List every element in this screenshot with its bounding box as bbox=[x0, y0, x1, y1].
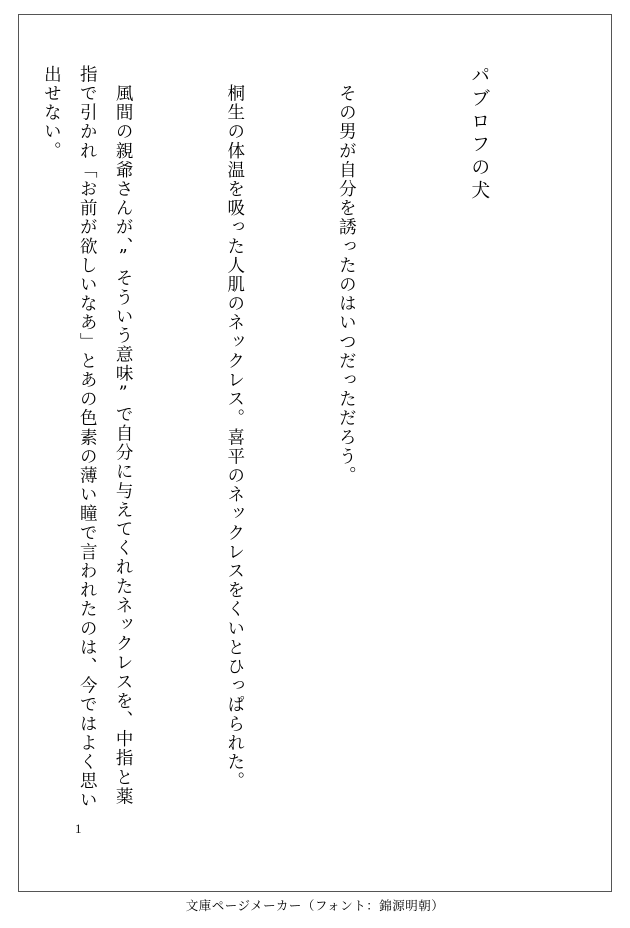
paragraph-2: 桐生の体温を吸った人肌のネックレス。喜平のネックレスをくいとひっぱられた。 bbox=[224, 65, 245, 791]
page-title: パブロフの犬 bbox=[468, 65, 491, 203]
paragraph-3: 風間の親爺さんが、”そういう意味”で自分に与えてくれたネックレスを、中指と薬指で引かれ「お前が欲しいなあ」とあの色素の薄い瞳で言われたのは、今ではよく思い出せない。 bbox=[41, 65, 134, 810]
vertical-text-body bbox=[41, 65, 569, 825]
page-sheet bbox=[18, 14, 612, 892]
footer-caption: 文庫ページメーカー（フォント：錦源明朝） bbox=[185, 898, 445, 913]
paragraph-1: その男が自分を誘ったのはいつだっただろう。 bbox=[336, 65, 357, 486]
page-number: 1 bbox=[75, 821, 82, 836]
